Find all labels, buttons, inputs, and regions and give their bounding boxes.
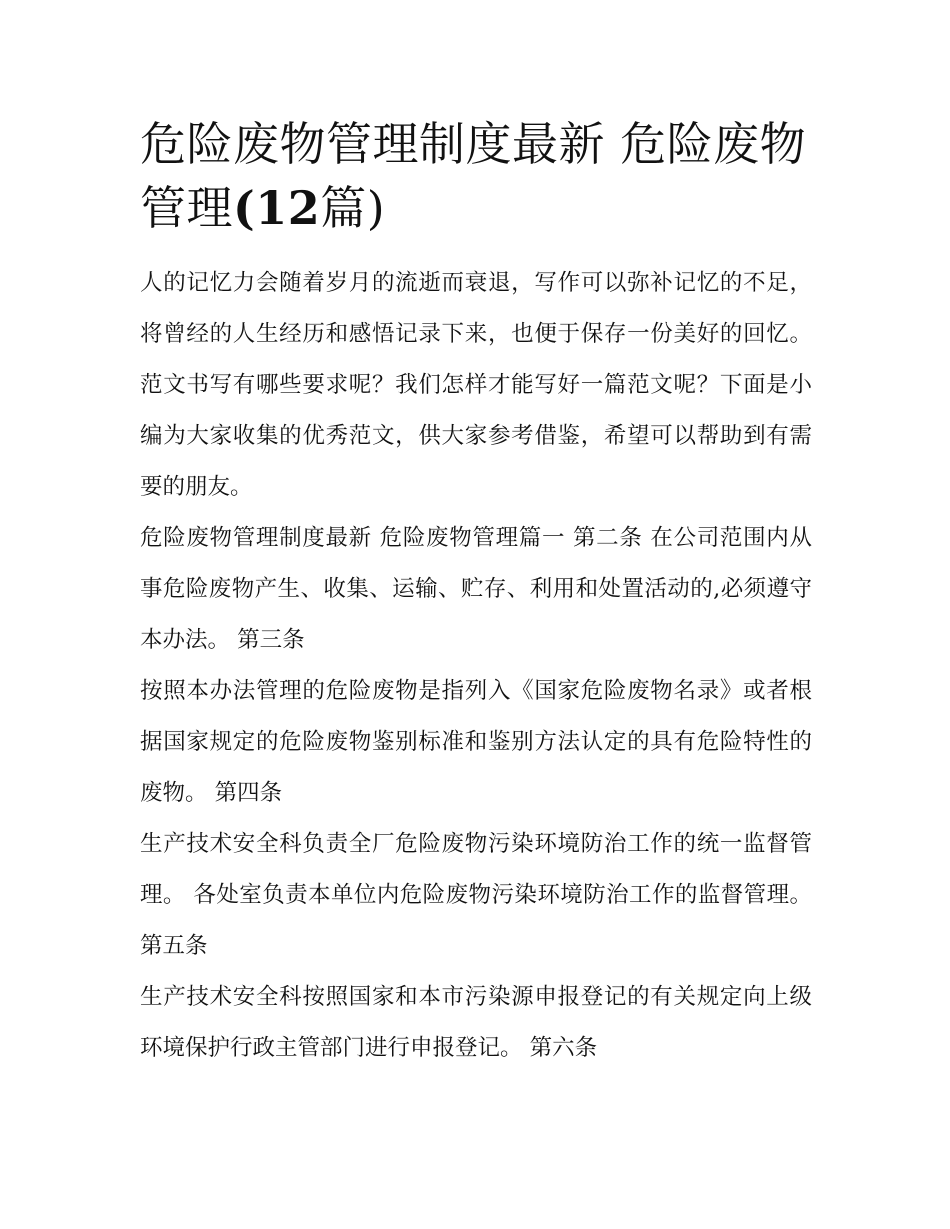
document-title: 危险废物管理制度最新 危险废物管理(12篇): [140, 117, 807, 235]
title-number: (12: [233, 181, 321, 235]
intro-paragraph: 人的记忆力会随着岁月的流逝而衰退，写作可以弥补记忆的不足，将曾经的人生经历和感悟记录下来，也便于保存一份美好的回忆。范文书写有哪些要求呢？我们怎样才能写好一篇范文呢？下面是小编为大家收集的优秀范文，供大家参考借鉴，希望可以帮助到有需要的朋友。: [140, 270, 812, 500]
article-5-paragraph: 生产技术安全科按照国家和本市污染源申报登记的有关规定向上级环境保护行政主管部门进行申报登记。 第六条: [140, 984, 812, 1061]
article-2-paragraph: 危险废物管理制度最新 危险废物管理篇一 第二条 在公司范围内从事危险废物产生、收集、运输、贮存、利用和处置活动的,必须遵守本办法。 第三条: [140, 525, 812, 653]
document-page: [140, 112, 812, 1074]
article-3-paragraph: 按照本办法管理的危险废物是指列入《国家危险废物名录》或者根据国家规定的危险废物鉴别标准和鉴别方法认定的具有危险特性的废物。 第四条: [140, 678, 812, 806]
article-4-paragraph: 生产技术安全科负责全厂危险废物污染环境防治工作的统一监督管理。 各处室负责本单位内危险废物污染环境防治工作的监督管理。 第五条: [140, 831, 812, 959]
document-body: [140, 258, 812, 1074]
